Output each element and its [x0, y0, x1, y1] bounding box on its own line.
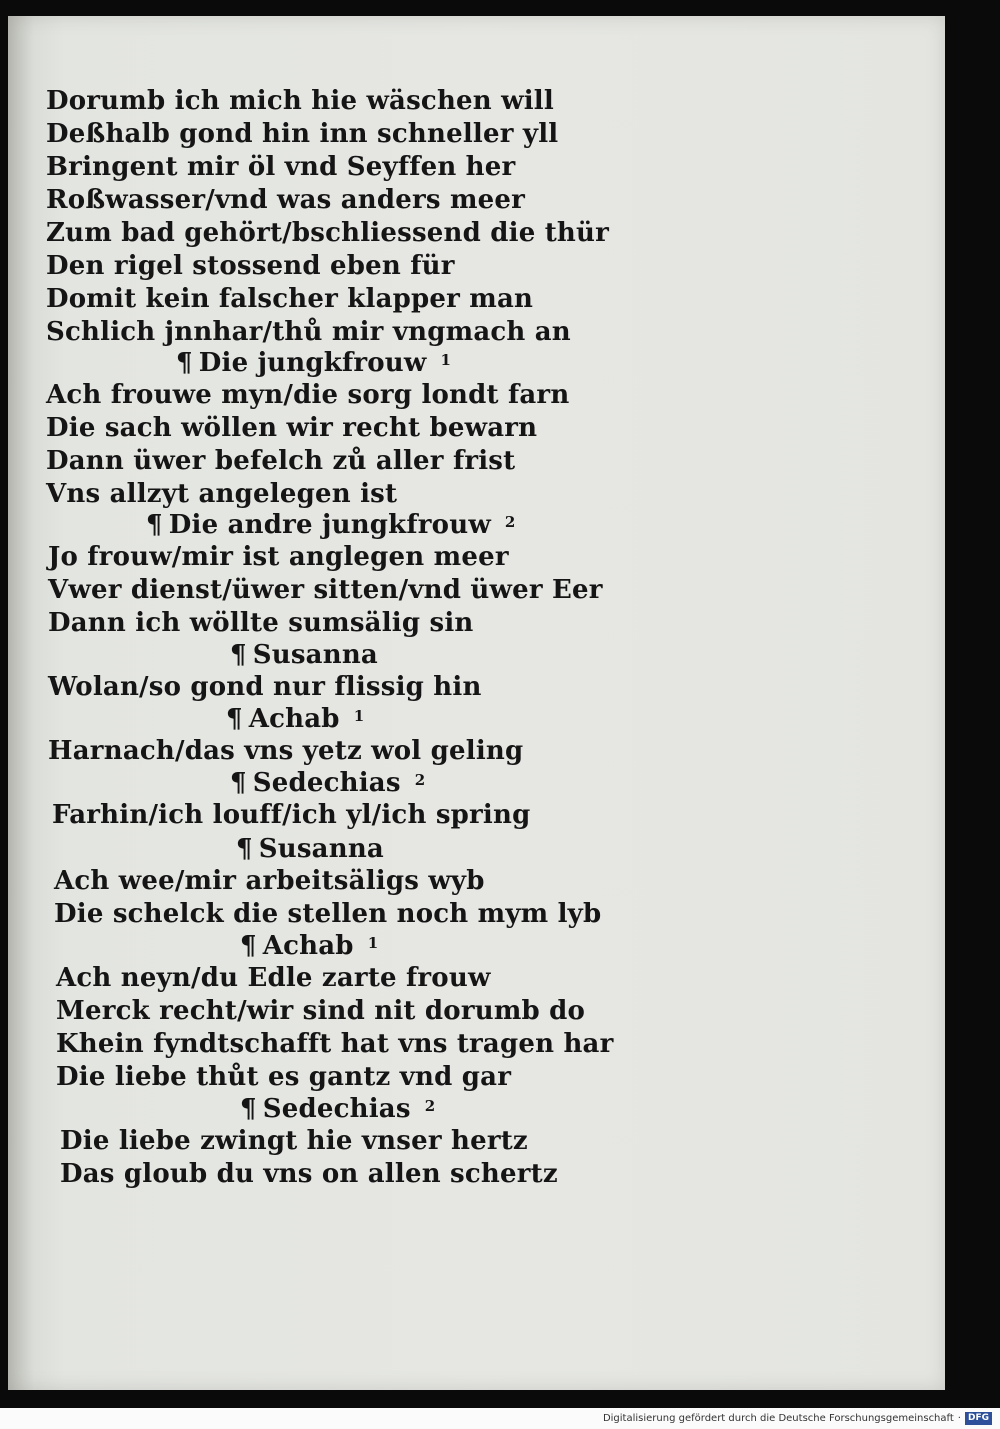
book-page — [8, 16, 945, 1390]
verse-line: Die liebe thůt es gantz vnd gar — [56, 1062, 512, 1092]
digitization-credit — [603, 1410, 992, 1427]
verse-line: Bringent mir öl vnd Seyffen her — [46, 152, 516, 182]
pilcrow-mark: ¶ — [236, 834, 253, 864]
verse-line: Dann üwer befelch zů aller frist — [46, 446, 516, 476]
pilcrow-mark: ¶ — [176, 348, 193, 378]
pilcrow-mark: ¶ — [240, 1094, 257, 1124]
verse-text-block — [8, 16, 945, 1390]
pilcrow-mark: ¶ — [240, 931, 257, 961]
verse-line: Das gloub du vns on allen schertz — [60, 1159, 558, 1189]
verse-line: Wolan/so gond nur flissig hin — [48, 672, 482, 702]
verse-line: Die schelck die stellen noch mym lyb — [54, 899, 602, 929]
speaker-heading — [240, 931, 378, 961]
speaker-heading — [240, 1094, 435, 1124]
verse-line: Vns allzyt angelegen ist — [46, 479, 398, 509]
verse-line: Khein fyndtschafft hat vns tragen har — [56, 1029, 614, 1059]
speaker-name: Sedechias — [262, 1094, 411, 1124]
dfg-logo-icon: DFG — [965, 1412, 992, 1425]
speaker-name: Achab — [262, 931, 354, 961]
verse-line: Deßhalb gond hin inn schneller yll — [46, 119, 559, 149]
speaker-number: 2 — [504, 513, 516, 531]
verse-line: Merck recht/wir sind nit dorumb do — [56, 996, 586, 1026]
verse-line: Ach wee/mir arbeitsäligs wyb — [54, 866, 485, 896]
verse-line: Jo frouw/mir ist anglegen meer — [48, 542, 509, 572]
speaker-name: Die jungkfrouw — [198, 348, 427, 378]
separator-dot: · — [957, 1413, 961, 1424]
speaker-heading — [230, 640, 378, 670]
pilcrow-mark: ¶ — [230, 640, 247, 670]
verse-line: Domit kein falscher klapper man — [46, 284, 534, 314]
speaker-number: 1 — [367, 934, 379, 952]
verse-line: Roßwasser/vnd was anders meer — [46, 185, 526, 215]
pilcrow-mark: ¶ — [226, 704, 243, 734]
verse-line: Zum bad gehört/bschliessend die thür — [46, 218, 610, 248]
speaker-number: 2 — [424, 1097, 436, 1115]
speaker-number: 2 — [414, 771, 426, 789]
speaker-heading — [236, 834, 384, 864]
speaker-name: Susanna — [252, 640, 378, 670]
pilcrow-mark: ¶ — [230, 768, 247, 798]
credit-text: Digitalisierung gefördert durch die Deutsche Forschungsgemeinschaft — [602, 1413, 954, 1424]
verse-line: Harnach/das vns yetz wol geling — [48, 736, 524, 766]
verse-line: Den rigel stossend eben für — [46, 251, 455, 281]
speaker-heading — [176, 348, 451, 378]
speaker-heading — [226, 704, 364, 734]
speaker-heading — [146, 510, 516, 540]
speaker-number: 1 — [440, 351, 452, 369]
verse-line: Dorumb ich mich hie wäschen will — [46, 86, 554, 116]
speaker-name: Sedechias — [252, 768, 401, 798]
verse-line: Ach neyn/du Edle zarte frouw — [56, 963, 491, 993]
verse-line: Schlich jnnhar/thů mir vngmach an — [46, 317, 571, 347]
speaker-name: Achab — [248, 704, 340, 734]
speaker-name: Susanna — [258, 834, 384, 864]
speaker-heading — [230, 768, 425, 798]
verse-line: Ach frouwe myn/die sorg londt farn — [46, 380, 570, 410]
pilcrow-mark: ¶ — [146, 510, 163, 540]
verse-line: Vwer dienst/üwer sitten/vnd üwer Eer — [48, 575, 603, 605]
verse-line: Dann ich wöllte sumsälig sin — [48, 608, 474, 638]
verse-line: Farhin/ich louff/ich yl/ich spring — [52, 800, 531, 830]
verse-line: Die liebe zwingt hie vnser hertz — [60, 1126, 528, 1156]
verse-line: Die sach wöllen wir recht bewarn — [46, 413, 538, 443]
speaker-name: Die andre jungkfrouw — [168, 510, 491, 540]
speaker-number: 1 — [353, 707, 365, 725]
